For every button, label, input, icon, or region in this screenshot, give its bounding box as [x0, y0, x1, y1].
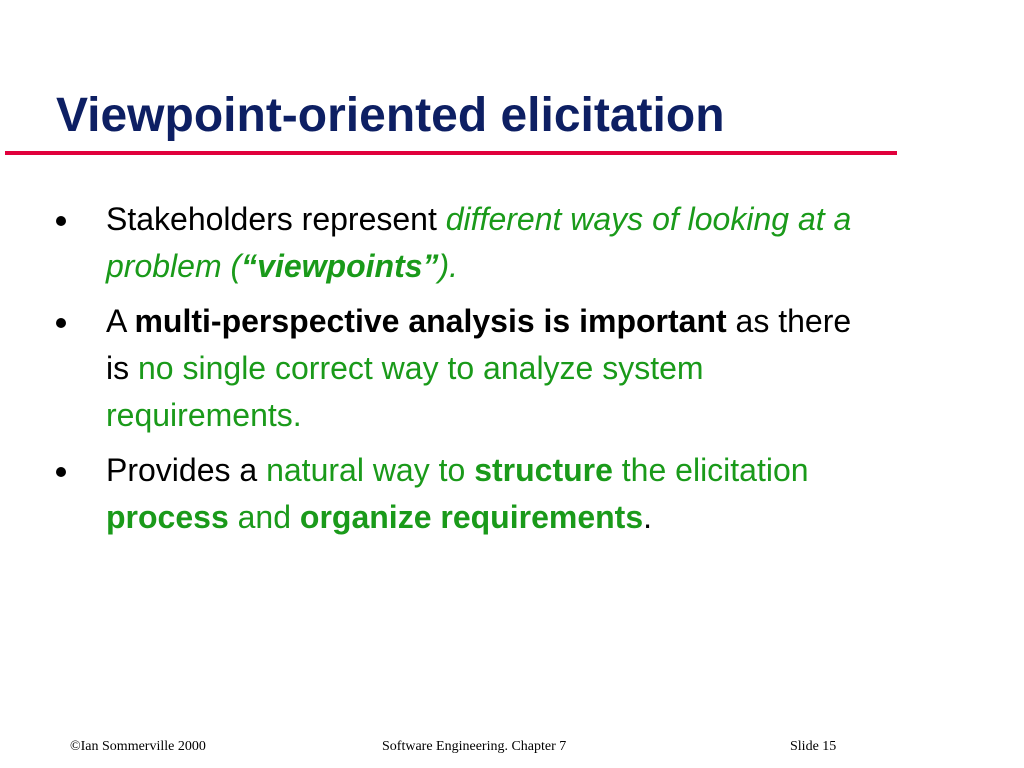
bullet-segment: ( — [221, 248, 242, 284]
bullet-segment: Stakeholders represent — [106, 201, 446, 237]
bullet-segment: structure — [474, 452, 613, 488]
bullet-dot-icon — [56, 318, 66, 328]
bullet-segment: . — [643, 499, 652, 535]
bullet-item — [56, 196, 876, 290]
bullet-segment: Provides a — [106, 452, 267, 488]
bullet-segment: process — [106, 499, 229, 535]
bullet-dot-icon — [56, 467, 66, 477]
bullet-text — [106, 201, 851, 284]
bullet-segment: different ways of looking at a problem — [106, 201, 852, 284]
bullet-text — [106, 303, 851, 433]
bullet-segment: and — [228, 499, 300, 535]
bullet-segment: multi-perspective analysis is important — [134, 303, 727, 339]
bullet-segment: ). — [438, 248, 459, 284]
bullet-segment: “viewpoints” — [241, 248, 439, 284]
bullet-dot-icon — [56, 216, 66, 226]
bullet-segment: the elicitation — [612, 452, 809, 488]
footer-slide-number: Slide 15 — [790, 739, 837, 754]
title-divider — [5, 151, 897, 155]
footer-copyright: ©Ian Sommerville 2000 — [70, 739, 206, 754]
bullet-item — [56, 447, 876, 541]
bullet-segment: as there is — [106, 303, 852, 386]
bullet-item — [56, 298, 876, 439]
bullet-segment: natural way to — [266, 452, 475, 488]
bullet-text — [106, 452, 809, 535]
bullet-list — [56, 196, 876, 549]
slide-title: Viewpoint-oriented elicitation — [56, 89, 725, 142]
bullet-segment: organize requirements — [299, 499, 644, 535]
bullet-segment: A — [106, 303, 135, 339]
footer-chapter: Software Engineering. Chapter 7 — [382, 739, 567, 754]
bullet-segment: no single correct way to analyze system requirements. — [106, 350, 704, 433]
